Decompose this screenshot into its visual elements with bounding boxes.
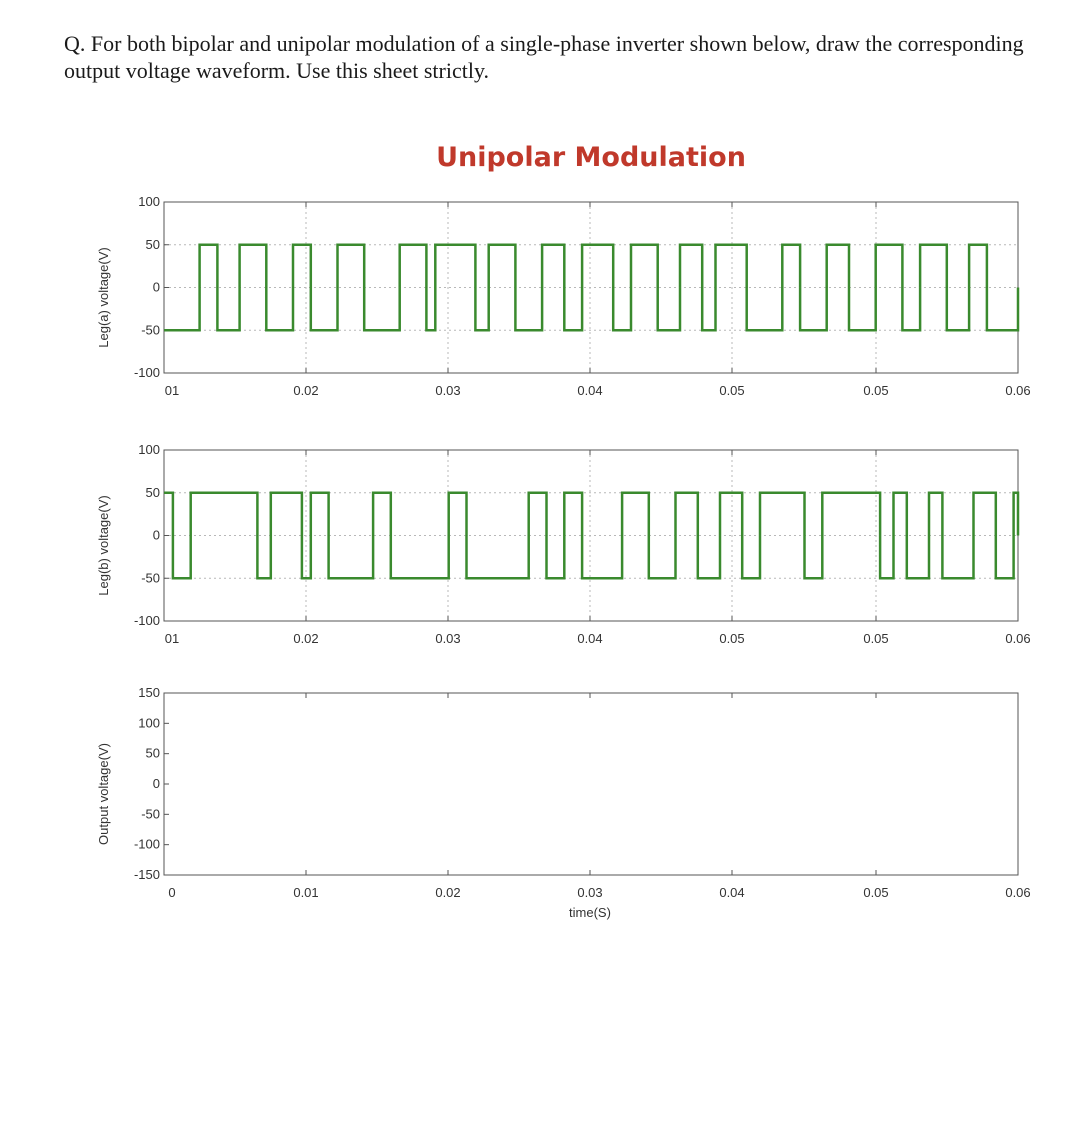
y-tick-label: -50: [141, 570, 160, 586]
y-axis-label: Output voltage(V): [96, 743, 111, 845]
y-tick-label: 50: [145, 236, 160, 252]
y-tick-label: -100: [133, 836, 160, 852]
x-tick-label: 0.05: [719, 383, 745, 398]
x-tick-label: 0.03: [435, 631, 461, 646]
y-axis-label: Leg(b) voltage(V): [96, 495, 111, 596]
y-tick-label: -100: [133, 365, 160, 380]
y-tick-label: 100: [138, 715, 160, 731]
y-tick-label: 0: [152, 527, 160, 543]
x-tick-label: 0.04: [577, 631, 603, 646]
x-tick-label: 0.03: [435, 383, 461, 398]
x-tick-label: 0.01: [293, 885, 319, 900]
y-axis-label: Leg(a) voltage(V): [96, 247, 111, 348]
x-tick-label: 01: [164, 383, 180, 398]
y-tick-label: 150: [138, 685, 160, 700]
y-tick-label: -100: [133, 613, 160, 628]
x-tick-label: 0.05: [863, 383, 889, 398]
x-tick-label: 0: [168, 885, 176, 900]
x-tick-label: 0.06: [1005, 383, 1031, 398]
x-tick-label: 0.06: [1005, 885, 1031, 900]
x-tick-label: 0.05: [863, 631, 889, 646]
y-tick-label: 0: [152, 776, 160, 791]
y-tick-label: 100: [138, 194, 160, 209]
x-tick-label: 0.06: [1005, 631, 1031, 646]
chart-title: Unipolar Modulation: [436, 142, 746, 173]
panel-2: [96, 442, 1031, 646]
y-tick-label: -50: [141, 322, 160, 338]
y-tick-label: 0: [152, 279, 160, 295]
panel-3: [96, 685, 1031, 920]
question-text: Q. For both bipolar and unipolar modulation of a single-phase inverter shown below, draw the corresponding output voltage waveform. Use this sheet strictly.: [64, 31, 1024, 83]
y-tick-label: 50: [145, 745, 160, 761]
x-tick-label: 0.05: [719, 631, 745, 646]
x-tick-label: 0.03: [577, 885, 603, 900]
x-tick-label: 0.02: [293, 383, 319, 398]
x-axis-label: time(S): [569, 905, 611, 920]
y-tick-label: 50: [145, 484, 160, 500]
x-tick-label: 0.05: [863, 885, 889, 900]
x-tick-label: 0.04: [719, 885, 745, 900]
x-tick-label: 01: [164, 631, 180, 646]
y-tick-label: -150: [133, 867, 160, 882]
y-tick-label: 100: [138, 442, 160, 457]
x-tick-label: 0.02: [435, 885, 461, 900]
x-tick-label: 0.04: [577, 383, 603, 398]
y-tick-label: -50: [141, 806, 160, 822]
plot-frame: [164, 693, 1018, 875]
x-tick-label: 0.02: [293, 631, 319, 646]
panel-1: [96, 194, 1031, 398]
